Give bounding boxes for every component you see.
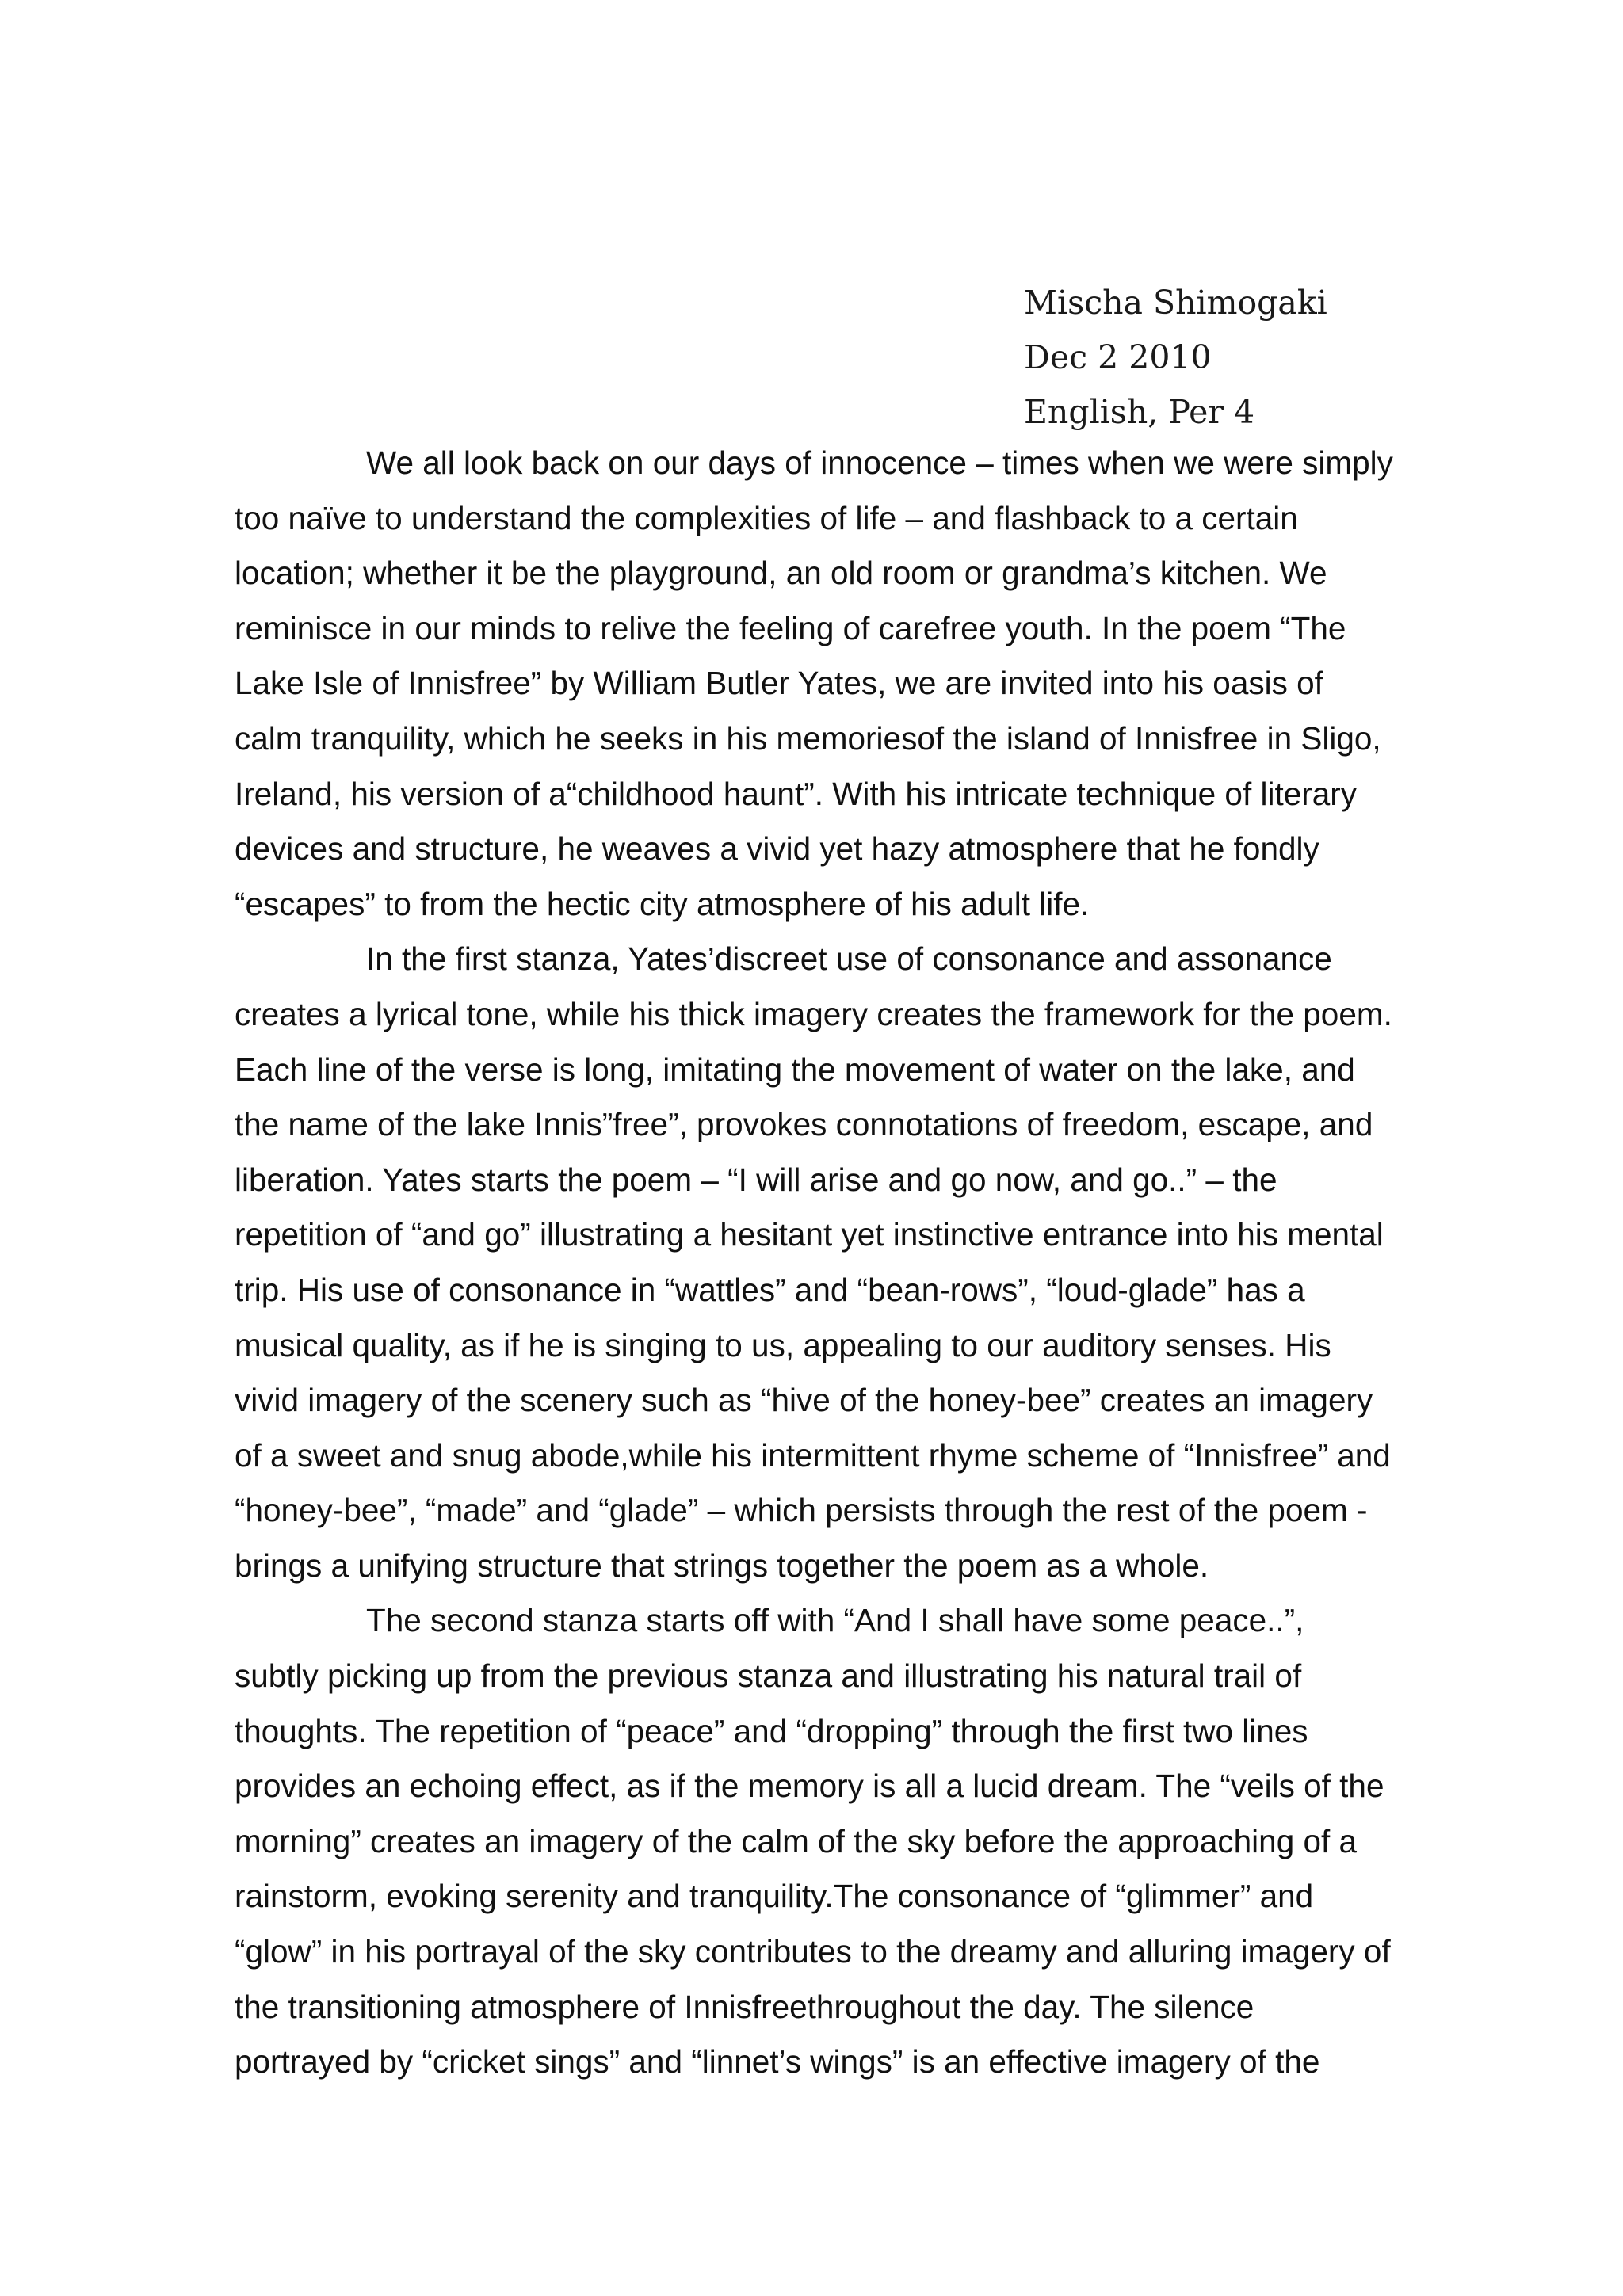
text-line: brings a unifying structure that strings together the poem as a whole. (235, 1547, 1209, 1584)
text-line: “escapes” to from the hectic city atmosphere of his adult life. (235, 885, 1090, 922)
text-line: subtly picking up from the previous stanza and illustrating his natural trail of (235, 1657, 1302, 1695)
text-line: trip. His use of consonance in “wattles” and “bean-rows”, “loud-glade” has a (235, 1271, 1305, 1308)
text-line: thoughts. The repetition of “peace” and “dropping” through the first two lines (235, 1712, 1308, 1749)
text-line: of a sweet and snug abode,while his intermittent rhyme scheme of “Innisfree” and (235, 1436, 1391, 1474)
paragraph-3 (235, 1593, 1400, 2089)
text-line: rainstorm, evoking serenity and tranquility.The consonance of “glimmer” and (235, 1878, 1314, 1915)
text-line: We all look back on our days of innocence – times when we were simply (366, 444, 1393, 481)
text-line: Lake Isle of Innisfree” by William Butler Yates, we are invited into his oasis of (235, 665, 1323, 702)
text-line: Each line of the verse is long, imitating the movement of water on the lake, and (235, 1051, 1355, 1088)
text-line: musical quality, as if he is singing to us, appealing to our auditory senses. His (235, 1326, 1331, 1363)
text-line: too naïve to understand the complexities of life – and flashback to a certain (235, 499, 1298, 536)
heading-block (1024, 276, 1327, 440)
text-line: The second stanza starts off with “And I shall have some peace..”, (366, 1602, 1304, 1639)
text-line: location; whether it be the playground, an old room or grandma’s kitchen. We (235, 555, 1327, 592)
text-line: “honey-bee”, “made” and “glade” – which persists through the rest of the poem - (235, 1492, 1368, 1529)
text-line: provides an echoing effect, as if the memory is all a lucid dream. The “veils of the (235, 1768, 1384, 1805)
text-line: liberation. Yates starts the poem – “I will arise and go now, and go..” – the (235, 1161, 1277, 1198)
paragraph-1 (235, 436, 1400, 932)
essay-body (235, 436, 1400, 2090)
text-line: morning” creates an imagery of the calm of the sky before the approaching of a (235, 1822, 1358, 1859)
text-line: repetition of “and go” illustrating a hesitant yet instinctive entrance into his mental (235, 1216, 1384, 1253)
text-line: portrayed by “cricket sings” and “linnet’s wings” is an effective imagery of the (235, 2043, 1320, 2081)
author-name: Mischa Shimogaki (1024, 284, 1327, 322)
document-date: Dec 2 2010 (1024, 338, 1212, 376)
text-line: vivid imagery of the scenery such as “hive of the honey-bee” creates an imagery (235, 1382, 1373, 1419)
text-line: creates a lyrical tone, while his thick imagery creates the framework for the poem. (235, 995, 1392, 1032)
text-line: “glow” in his portrayal of the sky contributes to the dreamy and alluring imagery of (235, 1933, 1391, 1970)
text-line: calm tranquility, which he seeks in his memoriesof the island of Innisfree in Sligo, (235, 719, 1381, 757)
course-period: English, Per 4 (1024, 393, 1255, 431)
text-line: Ireland, his version of a“childhood haunt”. With his intricate technique of literary (235, 775, 1357, 812)
paragraph-2 (235, 932, 1400, 1593)
text-line: the transitioning atmosphere of Innisfreethroughout the day. The silence (235, 1988, 1254, 2025)
text-line: In the first stanza, Yates’discreet use of consonance and assonance (366, 940, 1332, 978)
text-line: the name of the lake Innis”free”, provokes connotations of freedom, escape, and (235, 1106, 1373, 1143)
text-line: reminisce in our minds to relive the feeling of carefree youth. In the poem “The (235, 609, 1346, 646)
text-line: devices and structure, he weaves a vivid yet hazy atmosphere that he fondly (235, 830, 1319, 868)
